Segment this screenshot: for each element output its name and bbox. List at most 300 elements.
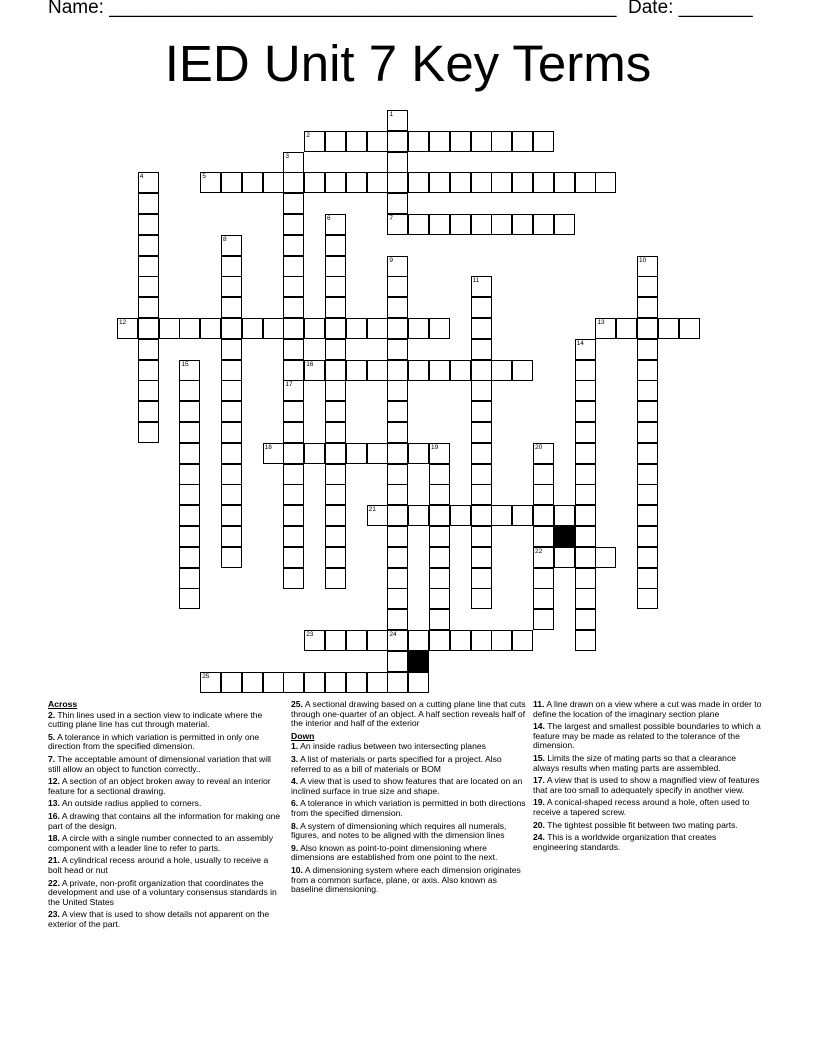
crossword-cell[interactable] (471, 318, 492, 339)
crossword-cell[interactable] (429, 464, 450, 485)
crossword-cell[interactable] (512, 131, 533, 152)
crossword-cell[interactable] (179, 443, 200, 464)
crossword-cell[interactable] (429, 547, 450, 568)
crossword-cell[interactable] (325, 214, 346, 235)
crossword-cell[interactable] (533, 547, 554, 568)
crossword-cell[interactable] (179, 380, 200, 401)
crossword-cell[interactable] (616, 318, 637, 339)
crossword-cell[interactable] (471, 526, 492, 547)
crossword-cell[interactable] (200, 172, 221, 193)
crossword-cell[interactable] (221, 443, 242, 464)
crossword-cell[interactable] (429, 609, 450, 630)
crossword-cell[interactable] (408, 630, 429, 651)
crossword-cell[interactable] (263, 318, 284, 339)
crossword-cell[interactable] (575, 547, 596, 568)
crossword-cell[interactable] (512, 505, 533, 526)
crossword-cell[interactable] (429, 443, 450, 464)
crossword-cell[interactable] (387, 360, 408, 381)
crossword-cell[interactable] (471, 505, 492, 526)
crossword-cell[interactable] (575, 360, 596, 381)
crossword-cell[interactable] (408, 318, 429, 339)
crossword-cell[interactable] (429, 318, 450, 339)
crossword-cell[interactable] (221, 339, 242, 360)
crossword-cell[interactable] (595, 318, 616, 339)
crossword-cell[interactable] (533, 131, 554, 152)
crossword-cell[interactable] (637, 464, 658, 485)
name-field-label: Name: ________________________________________________ (48, 0, 617, 18)
crossword-cell[interactable] (325, 443, 346, 464)
crossword-cell[interactable] (554, 505, 575, 526)
clue-item (291, 742, 527, 752)
crossword-cell[interactable] (471, 339, 492, 360)
clue-item-text: A view that is used to show features that are located on an inclined surface in true size and shape. (291, 776, 523, 796)
crossword-cell[interactable] (263, 672, 284, 693)
crossword-cell[interactable] (117, 318, 138, 339)
crossword-cell[interactable] (575, 630, 596, 651)
crossword-cell[interactable] (242, 318, 263, 339)
clue-item-text: A tolerance in which variation is permitted in only one direction from the specified dimension. (48, 731, 260, 752)
crossword-cell[interactable] (575, 505, 596, 526)
crossword-cell[interactable] (283, 464, 304, 485)
crossword-cell[interactable] (575, 339, 596, 360)
crossword-cell[interactable] (221, 672, 242, 693)
crossword-cell[interactable] (325, 256, 346, 277)
crossword-cell[interactable] (533, 588, 554, 609)
crossword-cell[interactable] (471, 630, 492, 651)
crossword-cell[interactable] (179, 588, 200, 609)
crossword-cell[interactable] (491, 630, 512, 651)
crossword-cell[interactable] (138, 318, 159, 339)
crossword-cell[interactable] (387, 484, 408, 505)
clue-number: 18 (264, 443, 272, 451)
crossword-cell[interactable] (387, 651, 408, 672)
crossword-cell[interactable] (387, 505, 408, 526)
crossword-cell[interactable] (283, 505, 304, 526)
crossword-cell[interactable] (471, 360, 492, 381)
crossword-cell[interactable] (450, 172, 471, 193)
crossword-cell[interactable] (387, 297, 408, 318)
crossword-cell[interactable] (387, 630, 408, 651)
crossword-cell[interactable] (387, 214, 408, 235)
crossword-cell[interactable] (179, 401, 200, 422)
crossword-cell[interactable] (575, 609, 596, 630)
clue-number: 8 (223, 235, 227, 243)
crossword-cell[interactable] (491, 131, 512, 152)
crossword-cell[interactable] (138, 256, 159, 277)
crossword-cell[interactable] (658, 318, 679, 339)
crossword-cell[interactable] (325, 505, 346, 526)
crossword-cell[interactable] (179, 484, 200, 505)
crossword-cell[interactable] (283, 235, 304, 256)
crossword-cell[interactable] (637, 318, 658, 339)
crossword-cell[interactable] (304, 630, 325, 651)
crossword-cell[interactable] (387, 193, 408, 214)
crossword-cell[interactable] (283, 193, 304, 214)
crossword-cell[interactable] (325, 131, 346, 152)
crossword-cell[interactable] (138, 401, 159, 422)
crossword-cell[interactable] (325, 318, 346, 339)
crossword-cell[interactable] (325, 568, 346, 589)
crossword-cell[interactable] (575, 464, 596, 485)
crossword-cell[interactable] (138, 193, 159, 214)
crossword-cell[interactable] (221, 235, 242, 256)
crossword-cell[interactable] (471, 568, 492, 589)
crossword-cell[interactable] (283, 526, 304, 547)
crossword-cell[interactable] (367, 672, 388, 693)
crossword-cell[interactable] (554, 547, 575, 568)
crossword-cell[interactable] (533, 443, 554, 464)
crossword-cell[interactable] (325, 547, 346, 568)
crossword-cell[interactable] (429, 360, 450, 381)
crossword-cell[interactable] (325, 630, 346, 651)
crossword-cell[interactable] (283, 297, 304, 318)
crossword-cell[interactable] (242, 172, 263, 193)
crossword-cell[interactable] (346, 672, 367, 693)
crossword-cell[interactable] (179, 568, 200, 589)
crossword-cell[interactable] (575, 443, 596, 464)
crossword-cell[interactable] (637, 401, 658, 422)
clue-item-number: 5. (48, 731, 56, 742)
crossword-cell[interactable] (283, 568, 304, 589)
crossword-cell[interactable] (387, 464, 408, 485)
crossword-cell[interactable] (283, 401, 304, 422)
crossword-cell[interactable] (346, 172, 367, 193)
crossword-cell[interactable] (346, 318, 367, 339)
crossword-cell[interactable] (387, 172, 408, 193)
crossword-cell[interactable] (575, 422, 596, 443)
crossword-cell[interactable] (637, 380, 658, 401)
crossword-cell[interactable] (471, 464, 492, 485)
crossword-cell[interactable] (408, 214, 429, 235)
crossword-cell[interactable] (283, 339, 304, 360)
down-heading: Down (291, 730, 315, 741)
crossword-cell[interactable] (575, 484, 596, 505)
crossword-cell[interactable] (200, 672, 221, 693)
crossword-cell[interactable] (325, 380, 346, 401)
clue-item-number: 24. (533, 832, 545, 843)
crossword-cell[interactable] (242, 672, 263, 693)
crossword-cell[interactable] (471, 588, 492, 609)
crossword-cell[interactable] (595, 172, 616, 193)
crossword-cell[interactable] (679, 318, 700, 339)
crossword-cell[interactable] (408, 131, 429, 152)
crossword-cell[interactable] (471, 214, 492, 235)
crossword-cell[interactable] (491, 172, 512, 193)
crossword-cell[interactable] (179, 505, 200, 526)
crossword-cell[interactable] (429, 526, 450, 547)
crossword-cell[interactable] (387, 588, 408, 609)
crossword-cell[interactable] (637, 484, 658, 505)
crossword-cell[interactable] (325, 526, 346, 547)
crossword-cell[interactable] (450, 131, 471, 152)
crossword-cell[interactable] (491, 360, 512, 381)
crossword-cell[interactable] (179, 526, 200, 547)
crossword-cell[interactable] (471, 484, 492, 505)
crossword-cell[interactable] (283, 276, 304, 297)
crossword-cell[interactable] (325, 172, 346, 193)
clue-item (48, 856, 284, 875)
crossword-cell[interactable] (367, 131, 388, 152)
crossword-cell[interactable] (200, 318, 221, 339)
crossword-cell[interactable] (471, 380, 492, 401)
crossword-cell[interactable] (325, 360, 346, 381)
clue-item-number: 22. (48, 877, 60, 888)
crossword-cell[interactable] (367, 443, 388, 464)
crossword-cell[interactable] (471, 547, 492, 568)
crossword-cell[interactable] (387, 422, 408, 443)
crossword-cell[interactable] (179, 464, 200, 485)
crossword-cell[interactable] (408, 505, 429, 526)
crossword-cell[interactable] (450, 630, 471, 651)
clue-item-text: The tightest possible fit between two mating parts. (547, 819, 738, 830)
crossword-cell[interactable] (283, 443, 304, 464)
clue-number: 12 (119, 319, 127, 326)
crossword-cell[interactable] (575, 172, 596, 193)
crossword-cell[interactable] (637, 256, 658, 277)
crossword-cell[interactable] (283, 380, 304, 401)
crossword-cell[interactable] (637, 360, 658, 381)
crossword-cell[interactable] (159, 318, 180, 339)
crossword-cell[interactable] (491, 214, 512, 235)
crossword-cell[interactable] (367, 630, 388, 651)
crossword-cell[interactable] (283, 547, 304, 568)
crossword-cell[interactable] (367, 360, 388, 381)
crossword-cell[interactable] (387, 110, 408, 131)
crossword-cell[interactable] (325, 672, 346, 693)
crossword-cell[interactable] (221, 526, 242, 547)
crossword-cell[interactable] (471, 297, 492, 318)
crossword-cell[interactable] (429, 214, 450, 235)
crossword-cell[interactable] (637, 297, 658, 318)
crossword-cell[interactable] (367, 172, 388, 193)
crossword-cell[interactable] (408, 172, 429, 193)
crossword-cell[interactable] (283, 172, 304, 193)
crossword-cell[interactable] (387, 256, 408, 277)
crossword-cell[interactable] (387, 609, 408, 630)
crossword-cell[interactable] (304, 131, 325, 152)
crossword-cell[interactable] (429, 568, 450, 589)
crossword-cell[interactable] (533, 214, 554, 235)
crossword-cell[interactable] (283, 318, 304, 339)
crossword-cell[interactable] (138, 276, 159, 297)
crossword-cell[interactable] (554, 214, 575, 235)
clues-column-1 (48, 700, 284, 932)
crossword-cell[interactable] (408, 443, 429, 464)
crossword-cell[interactable] (325, 484, 346, 505)
crossword-cell[interactable] (533, 568, 554, 589)
crossword-cell[interactable] (533, 609, 554, 630)
crossword-cell[interactable] (387, 672, 408, 693)
crossword-cell[interactable] (533, 464, 554, 485)
crossword-cell[interactable] (325, 235, 346, 256)
crossword-cell[interactable] (367, 318, 388, 339)
clue-item-number: 10. (291, 864, 303, 875)
crossword-cell[interactable] (221, 360, 242, 381)
crossword-cell[interactable] (471, 172, 492, 193)
crossword-cell[interactable] (387, 339, 408, 360)
crossword-cell[interactable] (367, 505, 388, 526)
crossword-cell[interactable] (221, 505, 242, 526)
crossword-cell[interactable] (429, 505, 450, 526)
crossword-cell[interactable] (387, 152, 408, 173)
crossword-cell[interactable] (346, 131, 367, 152)
crossword-cell[interactable] (429, 172, 450, 193)
crossword-cell[interactable] (637, 505, 658, 526)
crossword-cell[interactable] (387, 318, 408, 339)
crossword-cell[interactable] (263, 172, 284, 193)
clue-item (48, 799, 284, 809)
crossword-cell[interactable] (429, 484, 450, 505)
crossword-cell[interactable] (387, 380, 408, 401)
crossword-cell[interactable] (138, 422, 159, 443)
crossword-cell[interactable] (179, 547, 200, 568)
crossword-cell[interactable] (138, 360, 159, 381)
crossword-cell[interactable] (346, 443, 367, 464)
crossword-cell[interactable] (387, 526, 408, 547)
clue-item-number: 19. (533, 797, 545, 808)
crossword-cell[interactable] (138, 172, 159, 193)
clue-item-text: Thin lines used in a section view to indicate where the cutting plane line has cut through material. (48, 709, 263, 730)
crossword-cell[interactable] (304, 443, 325, 464)
crossword-cell[interactable] (346, 630, 367, 651)
crossword-cell[interactable] (283, 152, 304, 173)
crossword-cell[interactable] (304, 360, 325, 381)
crossword-cell[interactable] (283, 484, 304, 505)
crossword-cell[interactable] (450, 360, 471, 381)
crossword-cell[interactable] (221, 297, 242, 318)
crossword-cell[interactable] (575, 401, 596, 422)
crossword-cell[interactable] (387, 276, 408, 297)
clue-number: 10 (639, 256, 647, 264)
crossword-cell[interactable] (512, 214, 533, 235)
crossword-cell[interactable] (408, 360, 429, 381)
clue-number: 17 (285, 381, 293, 389)
crossword-cell[interactable] (387, 547, 408, 568)
crossword-cell[interactable] (387, 401, 408, 422)
crossword-cell[interactable] (221, 422, 242, 443)
crossword-cell[interactable] (304, 172, 325, 193)
crossword-cell[interactable] (325, 297, 346, 318)
crossword-cell[interactable] (387, 443, 408, 464)
clue-item-number: 23. (48, 909, 60, 920)
clue-item-number: 17. (533, 775, 545, 786)
crossword-cell[interactable] (533, 484, 554, 505)
crossword-cell[interactable] (637, 568, 658, 589)
crossword-cell[interactable] (429, 588, 450, 609)
crossword-cell[interactable] (283, 214, 304, 235)
crossword-cell[interactable] (304, 672, 325, 693)
crossword-cell[interactable] (533, 505, 554, 526)
crossword-cell[interactable] (221, 318, 242, 339)
clue-number: 2 (306, 131, 310, 139)
crossword-cell[interactable] (637, 422, 658, 443)
crossword-cell[interactable] (283, 422, 304, 443)
clue-item-text: Limits the size of mating parts so that a clearance always results when mating parts are assembled. (533, 752, 737, 773)
crossword-cell[interactable] (512, 172, 533, 193)
clue-item-number: 13. (48, 798, 60, 809)
crossword-cell[interactable] (575, 588, 596, 609)
crossword-cell[interactable] (221, 172, 242, 193)
crossword-cell[interactable] (450, 214, 471, 235)
crossword-cell[interactable] (138, 339, 159, 360)
crossword-cell[interactable] (471, 422, 492, 443)
crossword-cell[interactable] (429, 630, 450, 651)
crossword-cell[interactable] (179, 422, 200, 443)
crossword-cell[interactable] (471, 401, 492, 422)
clue-item-number: 25. (291, 699, 303, 709)
crossword-cell[interactable] (575, 568, 596, 589)
clue-item-text: A private, non-profit organization that coordinates the development and use of a voluntary consensus standards in the United States (48, 877, 277, 907)
clue-item-number: 11. (533, 699, 545, 709)
crossword-cell[interactable] (637, 276, 658, 297)
clue-item-text: A view that is used to show details not apparent on the exterior of the part. (48, 909, 270, 929)
crossword-cell[interactable] (512, 360, 533, 381)
clue-item-text: A line drawn on a view where a cut was made in order to define the location of the imaginary section plane (533, 699, 762, 719)
crossword-cell[interactable] (554, 172, 575, 193)
crossword-cell[interactable] (387, 568, 408, 589)
crossword-cell[interactable] (221, 380, 242, 401)
crossword-cell[interactable] (387, 131, 408, 152)
crossword-cell[interactable] (533, 172, 554, 193)
crossword-cell[interactable] (471, 443, 492, 464)
across-heading: Across (48, 699, 78, 709)
crossword-cell[interactable] (637, 547, 658, 568)
crossword-cell[interactable] (138, 214, 159, 235)
crossword-cell[interactable] (408, 672, 429, 693)
clue-item-number: 12. (48, 776, 60, 787)
crossword-cell[interactable] (283, 360, 304, 381)
crossword-cell[interactable] (325, 339, 346, 360)
crossword-cell[interactable] (325, 276, 346, 297)
crossword-cell[interactable] (595, 547, 616, 568)
clue-item-text: A cylindrical recess around a hole, usually to receive a bolt head or nut (48, 855, 269, 875)
crossword-cell[interactable] (283, 256, 304, 277)
crossword-cell[interactable] (138, 235, 159, 256)
crossword-cell[interactable] (221, 547, 242, 568)
crossword-cell[interactable] (471, 131, 492, 152)
crossword-cell[interactable] (637, 588, 658, 609)
crossword-cell[interactable] (512, 630, 533, 651)
clue-item-text: A view that is used to show a magnified view of features that are too small to adequately specify in another view. (533, 775, 760, 795)
crossword-cell[interactable] (325, 401, 346, 422)
crossword-cell[interactable] (533, 526, 554, 547)
crossword-cell[interactable] (304, 318, 325, 339)
crossword-cell[interactable] (575, 380, 596, 401)
crossword-cell[interactable] (283, 672, 304, 693)
crossword-cell[interactable] (491, 505, 512, 526)
crossword-cell[interactable] (429, 131, 450, 152)
crossword-cell[interactable] (346, 360, 367, 381)
crossword-cell[interactable] (221, 401, 242, 422)
crossword-cell[interactable] (450, 505, 471, 526)
crossword-cell[interactable] (471, 276, 492, 297)
crossword-cell[interactable] (179, 318, 200, 339)
crossword-cell[interactable] (325, 464, 346, 485)
crossword-cell[interactable] (221, 464, 242, 485)
crossword-cell[interactable] (637, 526, 658, 547)
crossword-cell[interactable] (637, 443, 658, 464)
crossword-cell[interactable] (263, 443, 284, 464)
crossword-cell[interactable] (138, 380, 159, 401)
crossword-cell[interactable] (575, 526, 596, 547)
crossword-cell[interactable] (179, 360, 200, 381)
crossword-cell[interactable] (221, 276, 242, 297)
crossword-cell[interactable] (637, 339, 658, 360)
crossword-cell[interactable] (325, 422, 346, 443)
crossword-cell[interactable] (138, 297, 159, 318)
crossword-cell[interactable] (221, 256, 242, 277)
crossword-cell[interactable] (221, 484, 242, 505)
